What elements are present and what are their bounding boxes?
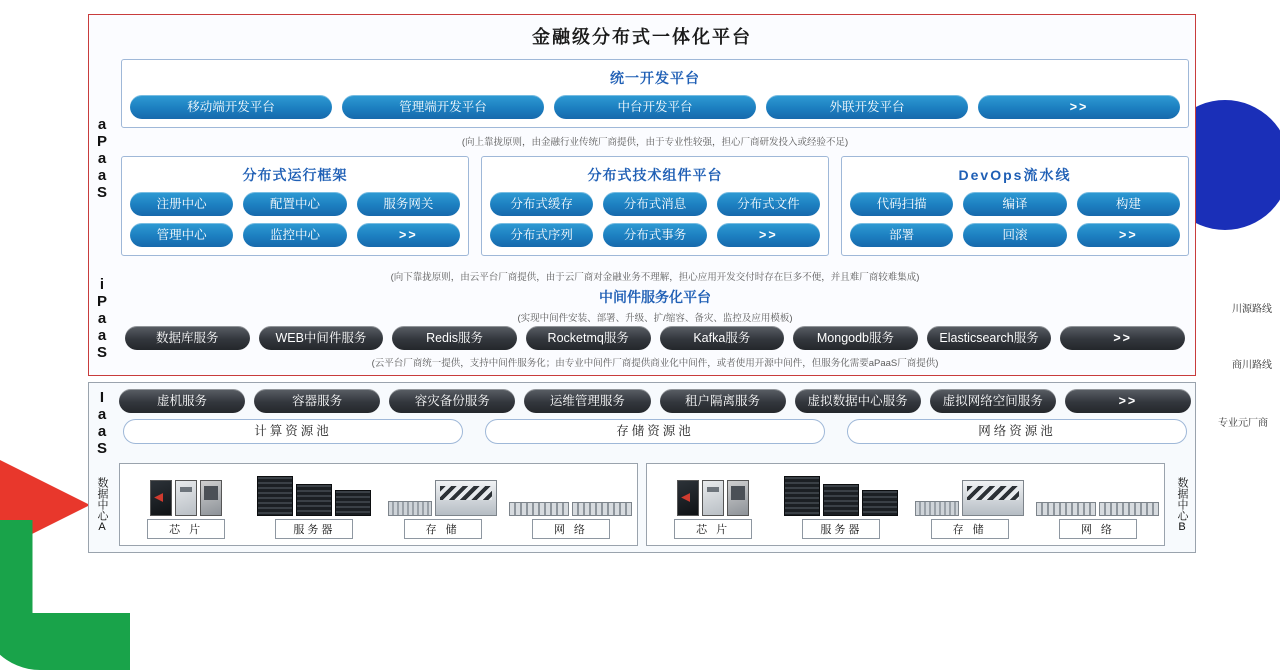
runtime-row-1 <box>130 192 460 216</box>
pool-storage: 存储资源池 <box>485 419 825 444</box>
dc-b-network <box>1036 470 1160 539</box>
pill-compile[interactable]: 编译 <box>963 192 1066 216</box>
datacenter-a-label: 数据中心A <box>96 476 108 533</box>
network-switch-icon <box>509 470 633 516</box>
pill-more-devops[interactable]: >> <box>1077 223 1180 247</box>
dc-b-storage <box>908 470 1032 539</box>
pill-rollback[interactable]: 回滚 <box>963 223 1066 247</box>
pill-distributed-cache[interactable]: 分布式缓存 <box>490 192 593 216</box>
dc-b-server <box>779 470 903 539</box>
runtime-framework-panel <box>121 156 469 256</box>
pill-dr-backup-service[interactable]: 容灾备份服务 <box>389 389 515 413</box>
pill-more-dev[interactable]: >> <box>978 95 1180 119</box>
chip-icon <box>124 470 248 516</box>
pill-monitor-center[interactable]: 监控中心 <box>243 223 346 247</box>
dc-b-storage-label: 存 储 <box>931 519 1009 539</box>
pill-distributed-sequence[interactable]: 分布式序列 <box>490 223 593 247</box>
dc-a-chip <box>124 470 248 539</box>
datacenter-a <box>119 463 638 546</box>
ipaas-row <box>89 262 1195 375</box>
datacenter-b-label: 数据中心B <box>1176 476 1188 533</box>
pill-kafka-service[interactable]: Kafka服务 <box>660 326 785 350</box>
pill-database-service[interactable]: 数据库服务 <box>125 326 250 350</box>
pill-virtual-datacenter-service[interactable]: 虚拟数据中心服务 <box>795 389 921 413</box>
pill-distributed-file[interactable]: 分布式文件 <box>717 192 820 216</box>
dc-a-network <box>509 470 633 539</box>
runtime-row-2 <box>130 223 460 247</box>
distributed-components-title: 分布式技术组件平台 <box>587 167 723 183</box>
pill-service-gateway[interactable]: 服务网关 <box>357 192 460 216</box>
unified-dev-platform-items <box>130 95 1180 119</box>
components-row-2 <box>490 223 820 247</box>
dc-b-network-label: 网 络 <box>1059 519 1137 539</box>
architecture-diagram <box>88 14 1272 536</box>
middleware-services <box>121 326 1189 350</box>
right-note-3: 专业元厂商 <box>1218 418 1268 429</box>
runtime-framework-title: 分布式运行框架 <box>242 167 348 183</box>
apaas-row <box>89 55 1195 262</box>
devops-row-1 <box>850 192 1180 216</box>
devops-pipeline-panel <box>841 156 1189 256</box>
pill-web-middleware-service[interactable]: WEB中间件服务 <box>259 326 384 350</box>
iaas-services <box>115 389 1195 413</box>
devops-row-2 <box>850 223 1180 247</box>
dc-a-server-label: 服务器 <box>275 519 353 539</box>
dc-a-server <box>252 470 376 539</box>
pill-virtual-network-service[interactable]: 虚拟网络空间服务 <box>930 389 1056 413</box>
unified-dev-platform-title: 统一开发平台 <box>610 70 700 86</box>
right-note-2: 商川路线 <box>1232 360 1272 371</box>
datacenter-b <box>646 463 1165 546</box>
pill-distributed-message[interactable]: 分布式消息 <box>603 192 706 216</box>
pill-distributed-transaction[interactable]: 分布式事务 <box>603 223 706 247</box>
pill-mobile-dev[interactable]: 移动端开发平台 <box>130 95 332 119</box>
devops-pipeline-title: DevOps流水线 <box>958 167 1072 183</box>
storage-icon <box>908 470 1032 516</box>
page-title: 金融级分布式一体化平台 <box>532 27 752 47</box>
pill-more-middleware[interactable]: >> <box>1060 326 1185 350</box>
dc-a-network-label: 网 络 <box>532 519 610 539</box>
pill-admin-dev[interactable]: 管理端开发平台 <box>342 95 544 119</box>
unified-dev-note: (向上靠拢原则，由金融行业传统厂商提供，由于专业性较强，担心厂商研发投入或经验不足) <box>461 137 849 148</box>
pill-tenant-isolation-service[interactable]: 租户隔离服务 <box>660 389 786 413</box>
pill-mongodb-service[interactable]: Mongodb服务 <box>793 326 918 350</box>
pill-ops-management-service[interactable]: 运维管理服务 <box>524 389 650 413</box>
pill-more-components[interactable]: >> <box>717 223 820 247</box>
dc-b-chip-label: 芯 片 <box>674 519 752 539</box>
chip-icon <box>651 470 775 516</box>
iaas-row <box>89 389 1195 457</box>
dc-b-server-label: 服务器 <box>802 519 880 539</box>
pill-midplatform-dev[interactable]: 中台开发平台 <box>554 95 756 119</box>
iaas-container <box>88 382 1196 553</box>
pill-deploy[interactable]: 部署 <box>850 223 953 247</box>
middleware-note-bottom: (云平台厂商统一提供，支持中间件服务化；由专业中间件厂商提供商业化中间件，或者使用开源中间件，但服务化需要aPaaS厂商提供) <box>371 358 939 369</box>
paas-container <box>88 14 1196 376</box>
datacenters <box>89 463 1195 546</box>
dc-a-chip-label: 芯 片 <box>147 519 225 539</box>
pill-vm-service[interactable]: 虚机服务 <box>119 389 245 413</box>
pool-network: 网络资源池 <box>847 419 1187 444</box>
pool-compute: 计算资源池 <box>123 419 463 444</box>
pill-more-runtime[interactable]: >> <box>357 223 460 247</box>
dc-a-storage <box>381 470 505 539</box>
middleware-note-top: (向下靠拢原则，由云平台厂商提供，由于云厂商对金融业务不理解，担心应用开发交付时存在巨多不便，并且难厂商较难集成) <box>390 272 920 283</box>
distributed-components-panel <box>481 156 829 256</box>
components-row-1 <box>490 192 820 216</box>
middleware-subtitle: (实现中间件安装、部署、升级、扩/缩容、备灾、监控及应用模板) <box>517 313 793 324</box>
pill-external-dev[interactable]: 外联开发平台 <box>766 95 968 119</box>
pill-registry-center[interactable]: 注册中心 <box>130 192 233 216</box>
apaas-three-columns <box>115 152 1195 262</box>
pill-container-service[interactable]: 容器服务 <box>254 389 380 413</box>
pill-rocketmq-service[interactable]: Rocketmq服务 <box>526 326 651 350</box>
server-rack-icon <box>779 470 903 516</box>
pill-elasticsearch-service[interactable]: Elasticsearch服务 <box>927 326 1052 350</box>
resource-pools <box>115 413 1195 446</box>
middleware-platform-title: 中间件服务化平台 <box>599 289 711 305</box>
pill-build[interactable]: 构建 <box>1077 192 1180 216</box>
pill-config-center[interactable]: 配置中心 <box>243 192 346 216</box>
storage-icon <box>381 470 505 516</box>
network-switch-icon <box>1036 470 1160 516</box>
layer-label-apaas: aPaaS <box>93 116 111 201</box>
layer-label-ipaas: iPaaS <box>93 276 111 361</box>
dc-a-storage-label: 存 储 <box>404 519 482 539</box>
unified-dev-platform-panel <box>121 59 1189 128</box>
server-rack-icon <box>252 470 376 516</box>
pill-code-scan[interactable]: 代码扫描 <box>850 192 953 216</box>
layer-label-iaas: IaaS <box>93 389 111 457</box>
pill-more-iaas[interactable]: >> <box>1065 389 1191 413</box>
right-note-1: 川源路线 <box>1232 304 1272 315</box>
pill-management-center[interactable]: 管理中心 <box>130 223 233 247</box>
pill-redis-service[interactable]: Redis服务 <box>392 326 517 350</box>
dc-b-chip <box>651 470 775 539</box>
